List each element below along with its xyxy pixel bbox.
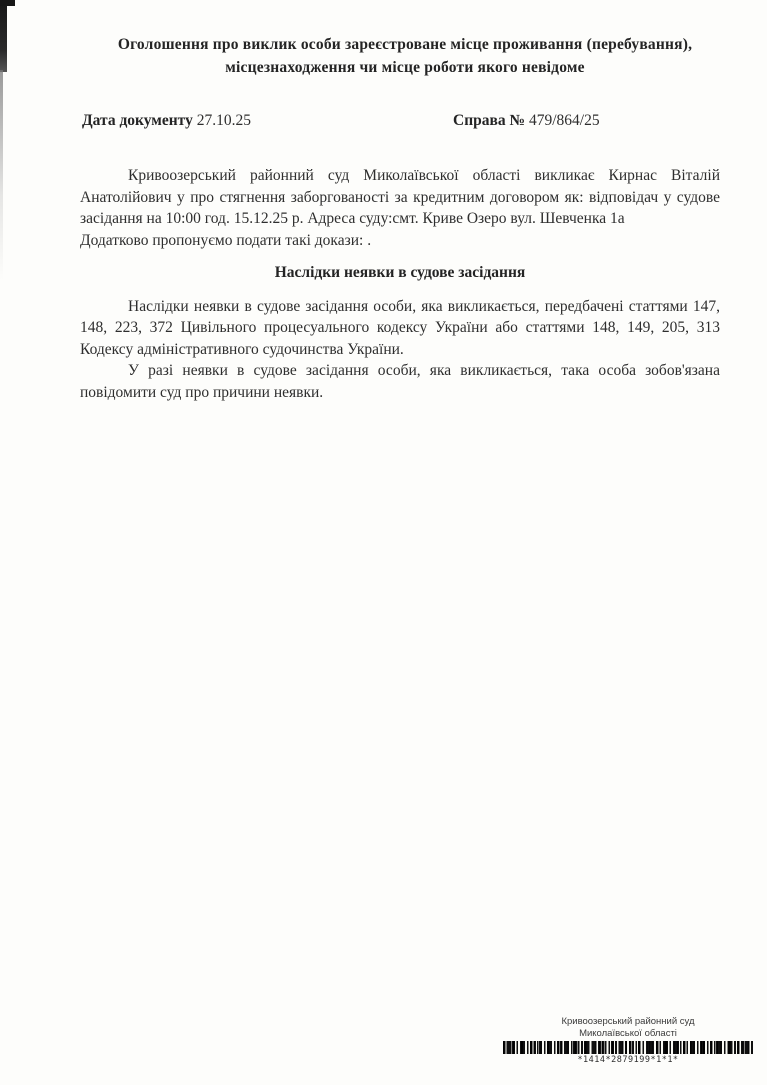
paragraph-summons [80, 165, 720, 251]
document-date-label: Дата документу [82, 112, 193, 129]
court-stamp-block [497, 1016, 759, 1067]
body-line: Кривоозерський районний суд Миколаївської області викликає Кирнас Віталій [128, 167, 720, 184]
paragraph-obligation [80, 360, 720, 403]
body-line: засідання на 10:00 год. 15.12.25 р. Адреса суду:смт. Криве Озеро вул. Шевченка 1а [80, 210, 625, 227]
document-meta-row [80, 110, 720, 132]
body-line: Анатолійович у про стягнення заборгованості за кредитним договором як: відповідач у судове [80, 188, 720, 206]
document-content [0, 0, 767, 403]
barcode-caption: *1414*2879199*1*1* [577, 1055, 679, 1065]
body-line: 148, 223, 372 Цивільного процесуального кодексу України або статтями 148, 149, 205, 313 [80, 319, 720, 336]
body-line: повідомити суд про причини неявки. [80, 383, 324, 401]
document-title-line-2: місцезнаходження чи місце роботи якого невідоме [225, 58, 585, 76]
case-number-label: Справа № [453, 112, 526, 129]
body-line: Наслідки неявки в судове засідання особи, яка викликається, передбачені статтями 147, [128, 297, 720, 315]
document-title-line-1: Оголошення про виклик особи зареєстроване місце проживання (перебування), [117, 36, 693, 53]
paragraph-consequences [80, 296, 720, 361]
court-name-line-2: Миколаївської області [579, 1027, 677, 1039]
barcode [503, 1041, 753, 1054]
document-date-value: 27.10.25 [196, 112, 251, 129]
body-line: У разі неявки в судове засідання особи, яка викликається, така особа зобов'язана [128, 362, 720, 379]
section-heading-consequences: Наслідки неявки в судове засідання [274, 264, 526, 281]
body-line: Кодексу адміністративного судочинства України. [80, 340, 404, 358]
body-line: Додатково пропонуємо подати такі докази: . [80, 231, 372, 249]
document-body [80, 165, 720, 403]
case-number [453, 110, 600, 132]
document-title [90, 34, 720, 79]
case-number-value: 479/864/25 [528, 112, 600, 129]
court-name-line-1: Кривоозерський районний суд [561, 1016, 695, 1027]
document-date [82, 110, 251, 132]
